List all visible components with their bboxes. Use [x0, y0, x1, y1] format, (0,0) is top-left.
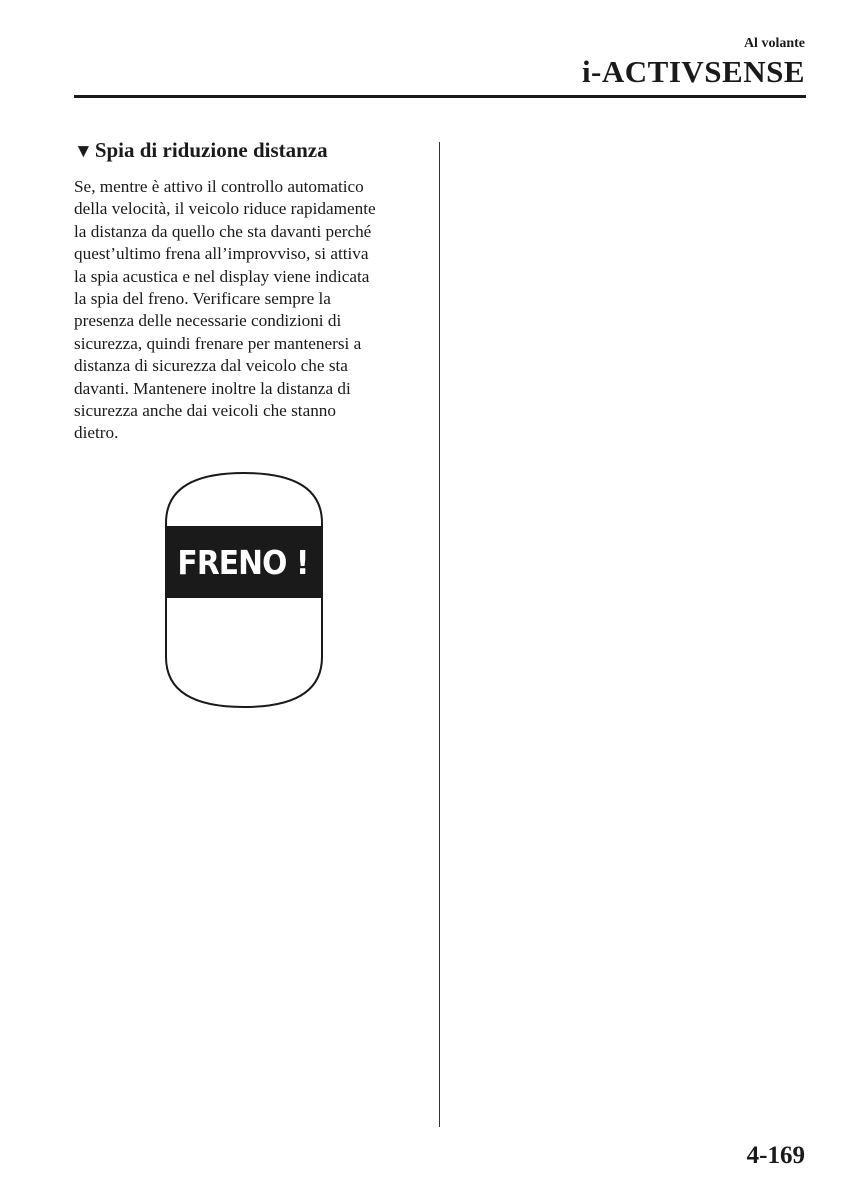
- page-title: i-ACTIVSENSE: [581, 54, 805, 89]
- brake-warning-label: FRENO !: [177, 542, 309, 582]
- body-line: distanza di sicurezza dal veicolo che sta: [74, 356, 348, 376]
- brake-warning-display: [164, 471, 324, 709]
- body-line: davanti. Mantenere inoltre la distanza di: [74, 378, 351, 398]
- page-number: 4-169: [746, 1142, 805, 1169]
- body-line: quest’ultimo frena all’improvviso, si attiva: [74, 244, 369, 264]
- body-line: sicurezza, quindi frenare per mantenersi a: [74, 333, 362, 353]
- section-heading: [74, 138, 328, 163]
- body-line: della velocità, il veicolo riduce rapidamente: [74, 199, 376, 219]
- column-divider: [439, 142, 440, 1127]
- section-body: [74, 176, 419, 445]
- body-line: la distanza da quello che sta davanti perché: [74, 221, 372, 241]
- body-line: la spia del freno. Verificare sempre la: [74, 289, 331, 309]
- chapter-label: Al volante: [743, 36, 805, 51]
- body-line: presenza delle necessarie condizioni di: [74, 311, 342, 331]
- triangle-marker-icon: ▼: [74, 141, 93, 162]
- body-line: dietro.: [74, 423, 119, 443]
- section-heading-text: Spia di riduzione distanza: [94, 138, 328, 162]
- body-line: la spia acustica e nel display viene indicata: [74, 266, 370, 286]
- header-rule: [74, 95, 806, 98]
- body-line: Se, mentre è attivo il controllo automatico: [74, 177, 364, 196]
- body-line: sicurezza anche dai veicoli che stanno: [74, 401, 336, 421]
